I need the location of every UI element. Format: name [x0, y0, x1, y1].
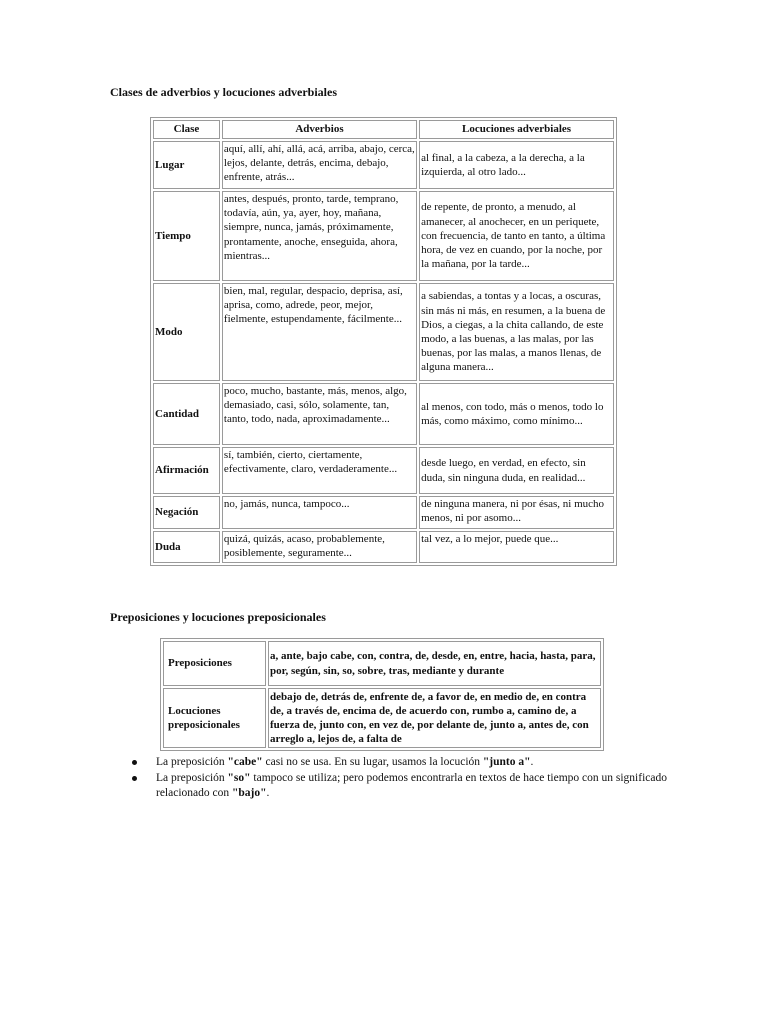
table-row — [163, 688, 601, 748]
note-text: La preposición — [156, 756, 228, 768]
table-row — [153, 141, 614, 189]
clase-cell: Modo — [153, 283, 220, 381]
list-item — [110, 771, 670, 801]
locuciones-preposicionales-label: Locuciones preposicionales — [163, 688, 266, 748]
note-term: "bajo" — [232, 787, 267, 799]
section-title-adverbios: Clases de adverbios y locuciones adverbiales — [110, 85, 337, 99]
preposiciones-table — [160, 638, 604, 751]
note-term: "so" — [227, 772, 251, 784]
table-row — [153, 283, 614, 381]
bullet-icon — [132, 776, 137, 781]
clase-cell: Afirmación — [153, 447, 220, 494]
table-row — [153, 496, 614, 529]
locuciones-cell: a sabiendas, a tontas y a locas, a oscuras, sin más ni más, en resumen, a la buena de Dios, a ciegas, a la chita callando, de este modo, a las buenas, a las malas, por las buenas, por las malas, a manos llenas, de alguna manera... — [419, 283, 614, 381]
section-title-preposiciones: Preposiciones y locuciones preposicionales — [110, 610, 326, 624]
adverbios-cell: bien, mal, regular, despacio, deprisa, así, aprisa, como, adrede, peor, mejor, fielmente, estupendamente, fácilmente... — [222, 283, 417, 381]
bullet-icon — [132, 760, 137, 765]
note-text: tampoco se utiliza; pero podemos encontrarla en textos de hace tiempo con un significado relacionado con — [156, 772, 667, 799]
table-row — [163, 641, 601, 686]
header-adverbios: Adverbios — [222, 120, 417, 139]
locuciones-cell: al final, a la cabeza, a la derecha, a la izquierda, al otro lado... — [419, 141, 614, 189]
locuciones-cell: tal vez, a lo mejor, puede que... — [419, 531, 614, 563]
notes-list — [110, 755, 670, 802]
locuciones-preposicionales-value: debajo de, detrás de, enfrente de, a favor de, en medio de, en contra de, a través de, encima de, de acuerdo con, rumbo a, camino de, a fuerza de, junto con, en vez de, por delante de, junto a, antes de, con arreglo a, lejos de, a falta de — [268, 688, 601, 748]
table-row — [153, 531, 614, 563]
preposiciones-value: a, ante, bajo cabe, con, contra, de, desde, en, entre, hacia, hasta, para, por, según, sin, so, sobre, tras, mediante y durante — [268, 641, 601, 686]
locuciones-cell: desde luego, en verdad, en efecto, sin duda, sin ninguna duda, en realidad... — [419, 447, 614, 494]
adverbios-cell: quizá, quizás, acaso, probablemente, posiblemente, seguramente... — [222, 531, 417, 563]
adverbios-cell: poco, mucho, bastante, más, menos, algo, demasiado, casi, sólo, solamente, tan, tanto, todo, nada, aproximadamente... — [222, 383, 417, 445]
header-clase: Clase — [153, 120, 220, 139]
table-row — [153, 447, 614, 494]
note-term: "junto a" — [482, 756, 531, 768]
clase-cell: Lugar — [153, 141, 220, 189]
list-item — [110, 755, 670, 770]
clase-cell: Tiempo — [153, 191, 220, 281]
note-text: casi no se usa. En su lugar, usamos la locución — [262, 756, 483, 768]
note-text: . — [266, 787, 270, 799]
note-term: "cabe" — [227, 756, 263, 768]
header-locuciones: Locuciones adverbiales — [419, 120, 614, 139]
note-text: . — [530, 756, 534, 768]
locuciones-cell: al menos, con todo, más o menos, todo lo más, como máximo, como mínimo... — [419, 383, 614, 445]
table-row — [153, 383, 614, 445]
locuciones-cell: de repente, de pronto, a menudo, al amanecer, al anochecer, en un periquete, con frecuencia, de tanto en tanto, a última hora, de vez en cuando, por la noche, por la mañana, por la tarde... — [419, 191, 614, 281]
table-header-row — [153, 120, 614, 139]
clase-cell: Duda — [153, 531, 220, 563]
adverbios-cell: sí, también, cierto, ciertamente, efectivamente, claro, verdaderamente... — [222, 447, 417, 494]
note-text: La preposición — [156, 772, 228, 784]
adverbios-cell: aquí, allí, ahí, allá, acá, arriba, abajo, cerca, lejos, delante, detrás, encima, debajo, enfrente, atrás... — [222, 141, 417, 189]
adverbios-cell: antes, después, pronto, tarde, temprano, todavía, aún, ya, ayer, hoy, mañana, siempre, nunca, jamás, próximamente, prontamente, anoche, enseguida, ahora, mientras... — [222, 191, 417, 281]
adverbios-cell: no, jamás, nunca, tampoco... — [222, 496, 417, 529]
adverbios-table — [150, 117, 617, 566]
preposiciones-label: Preposiciones — [163, 641, 266, 686]
table-row — [153, 191, 614, 281]
clase-cell: Cantidad — [153, 383, 220, 445]
clase-cell: Negación — [153, 496, 220, 529]
locuciones-cell: de ninguna manera, ni por ésas, ni mucho menos, ni por asomo... — [419, 496, 614, 529]
